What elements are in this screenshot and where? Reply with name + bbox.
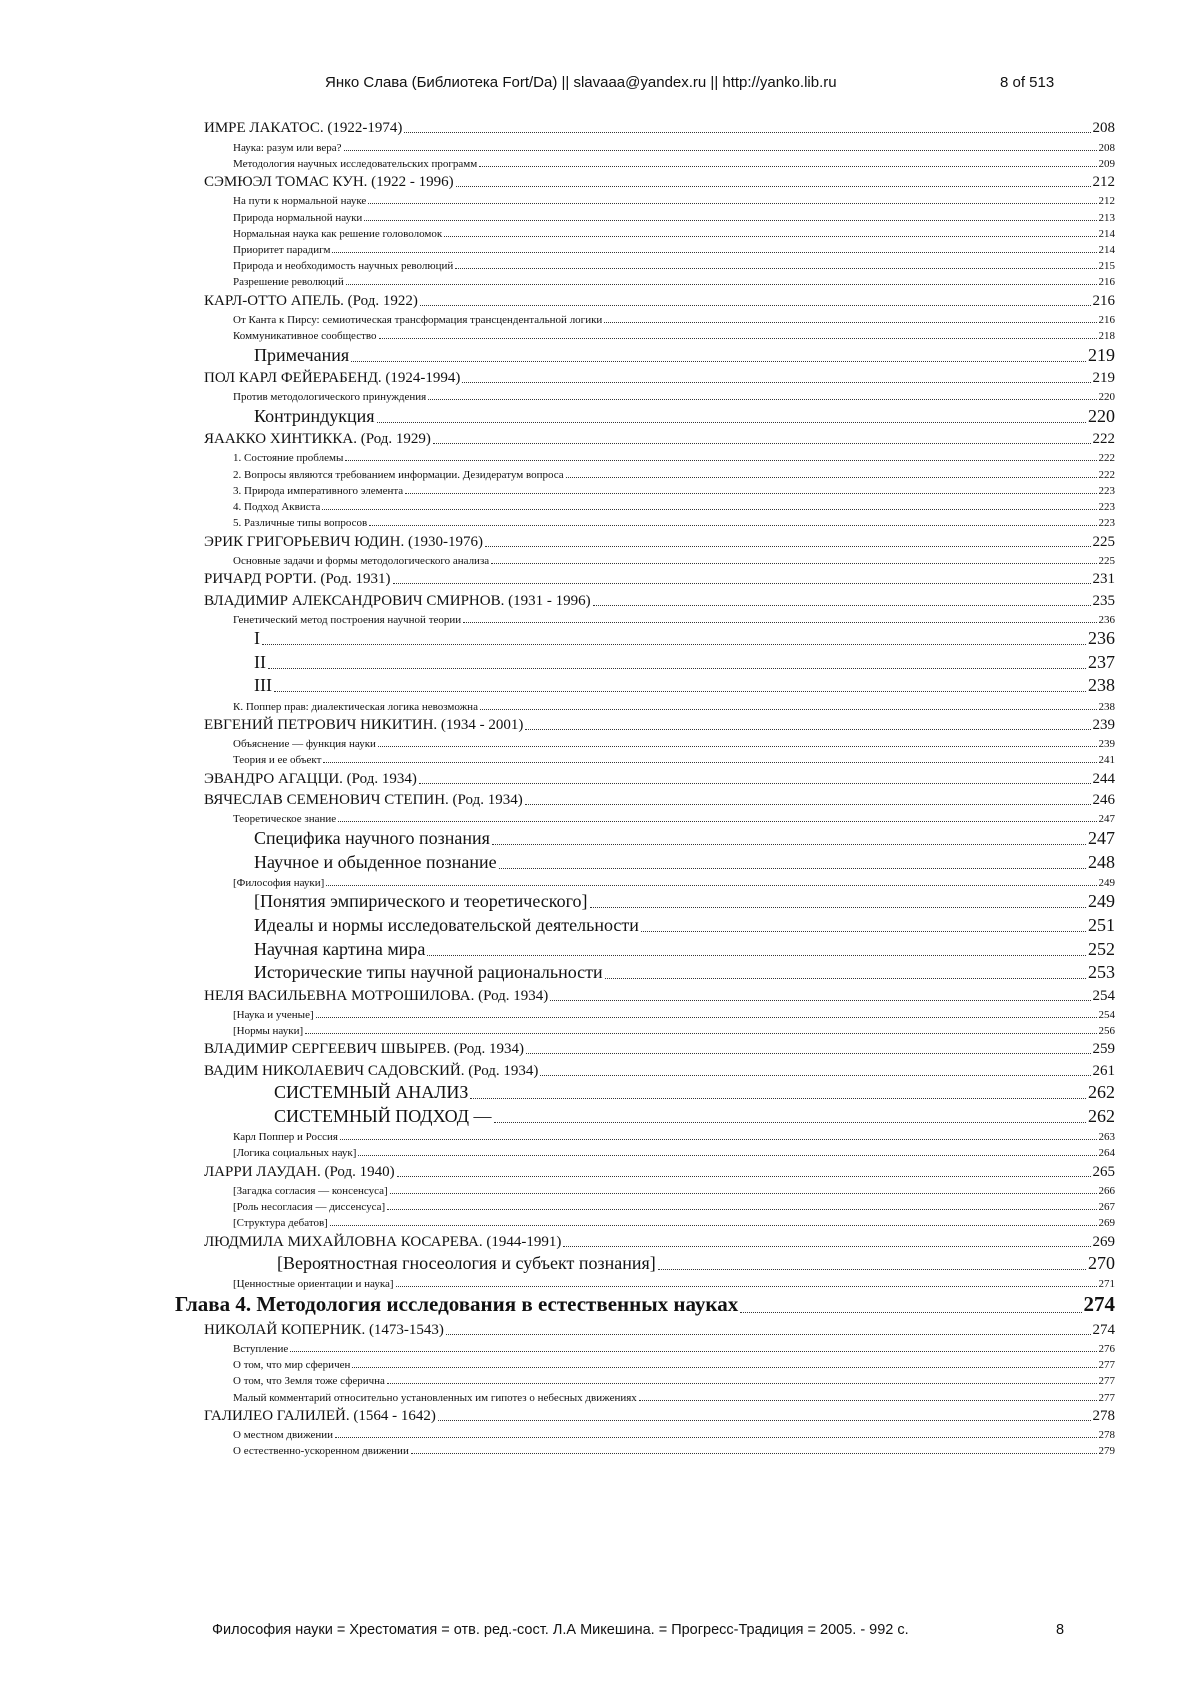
toc-entry[interactable] [175, 1274, 1115, 1290]
toc-entry-title: Вступление [233, 1342, 289, 1355]
toc-leader-dots [438, 1420, 1091, 1421]
toc-entry-page: 259 [1092, 1041, 1115, 1058]
toc-entry[interactable] [175, 513, 1115, 529]
header-page-count: 8 of 513 [1000, 74, 1055, 91]
toc-entry-page: 218 [1098, 330, 1115, 343]
toc-entry-title: Приоритет парадигм [233, 243, 331, 256]
toc-leader-dots [305, 1033, 1096, 1034]
toc-entry[interactable] [175, 1058, 1115, 1079]
toc-entry-page: 269 [1098, 1217, 1115, 1230]
toc-entry[interactable] [175, 207, 1115, 223]
toc-entry-title: II [254, 651, 266, 672]
toc-entry-title: Разрешение революций [233, 276, 344, 289]
toc-entry-page: 239 [1092, 717, 1115, 734]
toc-entry-title: Карл Поппер и Россия [233, 1131, 338, 1144]
toc-entry-page: 231 [1092, 571, 1115, 588]
toc-entry-title: ЛЮДМИЛА МИХАЙЛОВНА КОСАРЕВА. (1944-1991) [204, 1233, 562, 1250]
toc-entry[interactable] [175, 116, 1115, 137]
toc-leader-dots [494, 1122, 1086, 1123]
toc-leader-dots [364, 220, 1096, 221]
toc-entry[interactable] [175, 1005, 1115, 1021]
toc-entry[interactable] [175, 1371, 1115, 1387]
toc-entry-page: 222 [1098, 452, 1115, 465]
toc-entry[interactable] [175, 342, 1115, 366]
toc-entry[interactable] [175, 750, 1115, 766]
toc-entry-title: СИСТЕМНЫЙ АНАЛИЗ [274, 1082, 469, 1103]
toc-entry-title: [Роль несогласия — диссенсуса] [233, 1201, 386, 1214]
toc-entry[interactable] [175, 448, 1115, 464]
toc-entry-title: К. Поппер прав: диалектическая логика невозможна [233, 700, 478, 713]
toc-entry-page: 248 [1088, 851, 1115, 872]
toc-entry[interactable] [175, 766, 1115, 787]
toc-leader-dots [330, 1225, 1097, 1226]
toc-entry-title: Природа нормальной науки [233, 211, 363, 224]
toc-entry[interactable] [175, 1251, 1115, 1275]
toc-entry[interactable] [175, 191, 1115, 207]
toc-entry[interactable] [175, 310, 1115, 326]
toc-entry[interactable] [175, 1317, 1115, 1338]
toc-entry-title: Идеалы и нормы исследовательской деятельности [254, 914, 639, 935]
toc-entry-page: 269 [1092, 1233, 1115, 1250]
toc-entry-title: [Нормы науки] [233, 1024, 304, 1037]
toc-leader-dots [351, 361, 1086, 362]
toc-entry-title: Методология научных исследовательских программ [233, 157, 478, 170]
toc-entry[interactable] [175, 366, 1115, 387]
toc-leader-dots [480, 709, 1097, 710]
toc-entry[interactable] [175, 1355, 1115, 1371]
toc-entry-page: 279 [1098, 1445, 1115, 1458]
toc-leader-dots [604, 322, 1096, 323]
toc-entry-page: 238 [1088, 675, 1115, 696]
toc-entry-page: 214 [1098, 243, 1115, 256]
toc-entry[interactable] [175, 427, 1115, 448]
toc-entry-page: 223 [1098, 484, 1115, 497]
toc-entry-page: 277 [1098, 1359, 1115, 1372]
toc-entry-page: 267 [1098, 1201, 1115, 1214]
toc-entry-page: 212 [1092, 174, 1115, 191]
toc-entry[interactable] [175, 1197, 1115, 1213]
toc-entry-page: 209 [1098, 157, 1115, 170]
toc-entry[interactable] [175, 1290, 1115, 1317]
toc-entry-title: Против методологического принуждения [233, 391, 427, 404]
toc-entry-page: 214 [1098, 227, 1115, 240]
toc-entry-page: 254 [1098, 1008, 1115, 1021]
toc-entry-page: 271 [1098, 1278, 1115, 1291]
toc-leader-dots [525, 729, 1090, 730]
toc-entry-title: Природа и необходимость научных революций [233, 260, 454, 273]
toc-entry[interactable] [175, 1143, 1115, 1159]
toc-entry[interactable] [175, 610, 1115, 626]
toc-entry-title: ВЛАДИМИР АЛЕКСАНДРОВИЧ СМИРНОВ. (1931 - 1996) [204, 592, 591, 609]
toc-entry[interactable] [175, 256, 1115, 272]
toc-leader-dots [390, 1193, 1097, 1194]
toc-entry-page: 225 [1092, 533, 1115, 550]
toc-leader-dots [463, 622, 1096, 623]
toc-leader-dots [377, 422, 1086, 423]
toc-entry[interactable] [175, 326, 1115, 342]
toc-entry[interactable] [175, 529, 1115, 550]
toc-entry-title: I [254, 628, 260, 649]
toc-entry-page: 277 [1098, 1391, 1115, 1404]
toc-entry-title: Научная картина мира [254, 938, 426, 959]
toc-entry-page: 251 [1088, 914, 1115, 935]
toc-leader-dots [444, 236, 1096, 237]
toc-leader-dots [658, 1269, 1086, 1270]
toc-entry[interactable] [175, 464, 1115, 480]
toc-entry-page: 208 [1098, 141, 1115, 154]
toc-entry-title: [Логика социальных наук] [233, 1147, 357, 1160]
toc-entry[interactable] [175, 960, 1115, 984]
toc-entry-title: Научное и обыденное познание [254, 851, 497, 872]
toc-entry-page: 222 [1098, 468, 1115, 481]
toc-entry-title: Коммуникативное сообщество [233, 330, 377, 343]
footer-page-number: 8 [1056, 1622, 1065, 1638]
toc-entry-title: [Вероятностная гносеология и субъект познания] [277, 1253, 656, 1274]
toc-entry-page: 215 [1098, 260, 1115, 273]
toc-leader-dots [419, 783, 1091, 784]
toc-entry-title: Генетический метод построения научной теории [233, 613, 462, 626]
toc-entry[interactable] [175, 137, 1115, 153]
toc-entry-page: 222 [1092, 431, 1115, 448]
toc-entry-page: 236 [1098, 613, 1115, 626]
toc-entry[interactable] [175, 481, 1115, 497]
toc-entry-title: О местном движении [233, 1429, 334, 1442]
toc-leader-dots [420, 305, 1091, 306]
toc-entry-title: Примечания [254, 344, 350, 365]
toc-leader-dots [405, 493, 1096, 494]
toc-entry-title: 3. Природа императивного элемента [233, 484, 404, 497]
toc-leader-dots [316, 1017, 1097, 1018]
toc-entry-page: 212 [1098, 195, 1115, 208]
toc-entry[interactable] [175, 626, 1115, 650]
page-header [0, 74, 1200, 94]
toc-entry-title: ВЛАДИМИР СЕРГЕЕВИЧ ШВЫРЕВ. (Род. 1934) [204, 1041, 524, 1058]
toc-entry[interactable] [175, 1127, 1115, 1143]
toc-entry[interactable] [175, 387, 1115, 403]
toc-entry[interactable] [175, 1404, 1115, 1425]
toc-leader-dots [335, 1437, 1096, 1438]
toc-leader-dots [540, 1075, 1090, 1076]
toc-entry-title: Теоретическое знание [233, 813, 337, 826]
toc-entry-page: 249 [1098, 876, 1115, 889]
toc-entry-title: ПОЛ КАРЛ ФЕЙЕРАБЕНД. (1924-1994) [204, 370, 461, 387]
toc-leader-dots [290, 1351, 1096, 1352]
toc-leader-dots [262, 644, 1086, 645]
toc-entry[interactable] [175, 1213, 1115, 1229]
toc-leader-dots [639, 1400, 1097, 1401]
toc-entry-title: КАРЛ-ОТТО АПЕЛЬ. (Род. 1922) [204, 292, 418, 309]
toc-entry-title: О том, что мир сферичен [233, 1359, 351, 1372]
toc-leader-dots [470, 1098, 1086, 1099]
toc-entry-title: СЭМЮЭЛ ТОМАС КУН. (1922 - 1996) [204, 174, 454, 191]
toc-leader-dots [499, 868, 1086, 869]
toc-leader-dots [492, 844, 1086, 845]
toc-leader-dots [550, 1000, 1090, 1001]
toc-leader-dots [563, 1246, 1090, 1247]
toc-entry-title: ЭРИК ГРИГОРЬЕВИЧ ЮДИН. (1930-1976) [204, 533, 483, 550]
toc-entry-title: [Загадка согласия — консенсуса] [233, 1184, 388, 1197]
toc-leader-dots [605, 978, 1086, 979]
toc-entry[interactable] [175, 1181, 1115, 1197]
toc-entry[interactable] [175, 983, 1115, 1004]
toc-entry-page: 261 [1092, 1062, 1115, 1079]
toc-entry-title: От Канта к Пирсу: семиотическая трансформация трансцендентальной логики [233, 313, 603, 326]
toc-entry-page: 247 [1098, 813, 1115, 826]
toc-entry[interactable] [175, 1229, 1115, 1250]
toc-entry[interactable] [175, 1103, 1115, 1127]
toc-entry-page: 254 [1092, 987, 1115, 1004]
toc-leader-dots [479, 166, 1096, 167]
toc-entry-title: ВЯЧЕСЛАВ СЕМЕНОВИЧ СТЕПИН. (Род. 1934) [204, 792, 523, 809]
toc-entry-page: 274 [1083, 1292, 1115, 1317]
toc-leader-dots [525, 804, 1091, 805]
toc-entry[interactable] [175, 912, 1115, 936]
header-title: Янко Слава (Библиотека Fort/Da) || slavaaa@yandex.ru || http://yanko.lib.ru [325, 74, 837, 91]
toc-entry[interactable] [175, 154, 1115, 170]
toc-leader-dots [590, 907, 1086, 908]
toc-entry[interactable] [175, 713, 1115, 734]
toc-entry-title: Контриндукция [254, 405, 375, 426]
table-of-contents [175, 116, 1115, 1457]
toc-entry[interactable] [175, 1387, 1115, 1403]
toc-entry[interactable] [175, 551, 1115, 567]
toc-entry[interactable] [175, 825, 1115, 849]
toc-entry-page: 244 [1092, 770, 1115, 787]
toc-leader-dots [455, 268, 1096, 269]
toc-leader-dots [378, 746, 1097, 747]
toc-entry-title: ГАЛИЛЕО ГАЛИЛЕЙ. (1564 - 1642) [204, 1407, 436, 1424]
toc-entry-page: 235 [1092, 592, 1115, 609]
toc-entry-title: О том, что Земля тоже сферична [233, 1375, 385, 1388]
toc-entry[interactable] [175, 224, 1115, 240]
toc-entry-page: 266 [1098, 1184, 1115, 1197]
toc-entry-page: 262 [1088, 1082, 1115, 1103]
toc-leader-dots [322, 509, 1096, 510]
toc-leader-dots [368, 203, 1096, 204]
toc-entry-title: Объяснение — функция науки [233, 738, 376, 751]
toc-leader-dots [396, 1286, 1097, 1287]
toc-entry-page: 238 [1098, 700, 1115, 713]
toc-entry-title: [Понятия эмпирического и теоретического] [254, 891, 588, 912]
toc-leader-dots [485, 546, 1091, 547]
toc-entry[interactable] [175, 272, 1115, 288]
toc-leader-dots [446, 1334, 1091, 1335]
toc-entry-page: 216 [1098, 276, 1115, 289]
toc-entry[interactable] [175, 1441, 1115, 1457]
toc-leader-dots [344, 150, 1097, 151]
toc-entry-page: 219 [1092, 370, 1115, 387]
toc-entry[interactable] [175, 1425, 1115, 1441]
toc-leader-dots [387, 1383, 1097, 1384]
toc-entry-title: III [254, 675, 272, 696]
toc-entry[interactable] [175, 1159, 1115, 1180]
toc-entry-page: 278 [1098, 1429, 1115, 1442]
toc-entry[interactable] [175, 567, 1115, 588]
toc-entry-title: [Философия науки] [233, 876, 325, 889]
toc-entry-page: 237 [1088, 651, 1115, 672]
toc-entry-page: 213 [1098, 211, 1115, 224]
toc-entry-title: [Ценностные ориентации и наука] [233, 1278, 394, 1291]
toc-entry-title: Малый комментарий относительно установленных им гипотез о небесных движениях [233, 1391, 637, 1404]
toc-entry-title: ВАДИМ НИКОЛАЕВИЧ САДОВСКИЙ. (Род. 1934) [204, 1062, 539, 1079]
toc-leader-dots [358, 1155, 1096, 1156]
toc-entry-page: 247 [1088, 827, 1115, 848]
toc-entry[interactable] [175, 734, 1115, 750]
toc-leader-dots [491, 563, 1096, 564]
toc-entry-page: 256 [1098, 1024, 1115, 1037]
toc-entry-page: 277 [1098, 1375, 1115, 1388]
toc-entry-title: 4. Подход Аквиста [233, 500, 321, 513]
toc-entry-page: 223 [1098, 500, 1115, 513]
toc-entry-page: 276 [1098, 1342, 1115, 1355]
toc-entry-title: ЭВАНДРО АГАЦЦИ. (Род. 1934) [204, 770, 417, 787]
toc-leader-dots [428, 399, 1096, 400]
toc-entry-title: Наука: разум или вера? [233, 141, 342, 154]
toc-leader-dots [340, 1139, 1097, 1140]
toc-leader-dots [593, 605, 1091, 606]
toc-entry[interactable] [175, 849, 1115, 873]
toc-entry[interactable] [175, 588, 1115, 609]
toc-leader-dots [433, 443, 1091, 444]
toc-entry[interactable] [175, 288, 1115, 309]
toc-entry-title: [Структура дебатов] [233, 1217, 328, 1230]
toc-entry-page: 219 [1088, 344, 1115, 365]
toc-leader-dots [397, 1176, 1091, 1177]
toc-entry[interactable] [175, 649, 1115, 673]
toc-entry-title: 5. Различные типы вопросов [233, 517, 368, 530]
toc-entry-title: РИЧАРД РОРТИ. (Род. 1931) [204, 571, 391, 588]
toc-entry[interactable] [175, 936, 1115, 960]
toc-leader-dots [566, 477, 1097, 478]
toc-entry-title: ЯААККО ХИНТИККА. (Род. 1929) [204, 431, 431, 448]
toc-entry[interactable] [175, 673, 1115, 697]
toc-entry-page: 220 [1088, 405, 1115, 426]
toc-entry-page: 223 [1098, 517, 1115, 530]
toc-entry-page: 241 [1098, 754, 1115, 767]
toc-entry-page: 208 [1092, 120, 1115, 137]
toc-entry[interactable] [175, 1339, 1115, 1355]
toc-entry-title: ЕВГЕНИЙ ПЕТРОВИЧ НИКИТИН. (1934 - 2001) [204, 717, 524, 734]
toc-leader-dots [462, 382, 1090, 383]
toc-entry[interactable] [175, 696, 1115, 712]
toc-entry-title: НИКОЛАЙ КОПЕРНИК. (1473-1543) [204, 1321, 444, 1338]
toc-leader-dots [641, 931, 1086, 932]
toc-entry-page: 249 [1088, 891, 1115, 912]
toc-leader-dots [369, 525, 1096, 526]
toc-leader-dots [323, 762, 1096, 763]
toc-entry-title: Основные задачи и формы методологического анализа [233, 554, 490, 567]
toc-entry[interactable] [175, 809, 1115, 825]
toc-leader-dots [352, 1367, 1096, 1368]
toc-entry[interactable] [175, 1080, 1115, 1104]
toc-entry-page: 225 [1098, 554, 1115, 567]
toc-entry-title: 2. Вопросы являются требованием информации. Дезидератум вопроса [233, 468, 564, 481]
toc-entry-title: ЛАРРИ ЛАУДАН. (Род. 1940) [204, 1163, 395, 1180]
toc-entry[interactable] [175, 497, 1115, 513]
toc-entry-page: 278 [1092, 1407, 1115, 1424]
toc-leader-dots [346, 284, 1097, 285]
toc-leader-dots [332, 252, 1096, 253]
toc-entry-title: Исторические типы научной рациональности [254, 962, 603, 983]
toc-leader-dots [268, 668, 1086, 669]
toc-entry-page: 220 [1098, 391, 1115, 404]
toc-entry-title: Специфика научного познания [254, 827, 490, 848]
toc-leader-dots [338, 821, 1096, 822]
toc-leader-dots [379, 338, 1097, 339]
toc-entry[interactable] [175, 788, 1115, 809]
toc-entry-page: 246 [1092, 792, 1115, 809]
toc-entry[interactable] [175, 240, 1115, 256]
toc-entry-page: 252 [1088, 938, 1115, 959]
toc-entry-page: 262 [1088, 1105, 1115, 1126]
toc-entry-title: Нормальная наука как решение головоломок [233, 227, 443, 240]
toc-entry[interactable] [175, 403, 1115, 427]
toc-entry-page: 216 [1098, 313, 1115, 326]
toc-entry[interactable] [175, 889, 1115, 913]
toc-entry[interactable] [175, 1021, 1115, 1037]
toc-leader-dots [740, 1312, 1081, 1313]
toc-leader-dots [274, 691, 1086, 692]
toc-entry-title: Теория и ее объект [233, 754, 322, 767]
toc-entry[interactable] [175, 1037, 1115, 1058]
toc-entry-title: На пути к нормальной науке [233, 195, 367, 208]
toc-entry-title: Глава 4. Методология исследования в естественных науках [175, 1292, 739, 1317]
toc-entry-title: НЕЛЯ ВАСИЛЬЕВНА МОТРОШИЛОВА. (Род. 1934) [204, 987, 549, 1004]
toc-leader-dots [345, 460, 1096, 461]
toc-leader-dots [456, 186, 1091, 187]
toc-leader-dots [387, 1209, 1096, 1210]
toc-entry-title: 1. Состояние проблемы [233, 452, 344, 465]
toc-entry[interactable] [175, 873, 1115, 889]
toc-leader-dots [526, 1053, 1091, 1054]
toc-entry-page: 263 [1098, 1131, 1115, 1144]
toc-leader-dots [326, 885, 1096, 886]
toc-leader-dots [411, 1453, 1097, 1454]
toc-leader-dots [393, 583, 1091, 584]
toc-entry-page: 239 [1098, 738, 1115, 751]
toc-entry-page: 265 [1092, 1163, 1115, 1180]
toc-entry-title: [Наука и ученые] [233, 1008, 314, 1021]
toc-entry-page: 264 [1098, 1147, 1115, 1160]
toc-entry-page: 216 [1092, 292, 1115, 309]
toc-entry-page: 236 [1088, 628, 1115, 649]
toc-entry-page: 270 [1088, 1253, 1115, 1274]
toc-entry[interactable] [175, 170, 1115, 191]
footer-citation: Философия науки = Хрестоматия = отв. ред.-сост. Л.А Микешина. = Прогресс-Традиция = 2005. - 992 с. [212, 1622, 909, 1638]
toc-entry-title: О естественно-ускоренном движении [233, 1445, 409, 1458]
toc-entry-page: 274 [1092, 1321, 1115, 1338]
toc-entry-title: СИСТЕМНЫЙ ПОДХОД — [274, 1105, 492, 1126]
toc-entry-title: ИМРЕ ЛАКАТОС. (1922-1974) [204, 120, 403, 137]
toc-leader-dots [427, 955, 1086, 956]
toc-leader-dots [404, 132, 1090, 133]
toc-entry-page: 253 [1088, 962, 1115, 983]
